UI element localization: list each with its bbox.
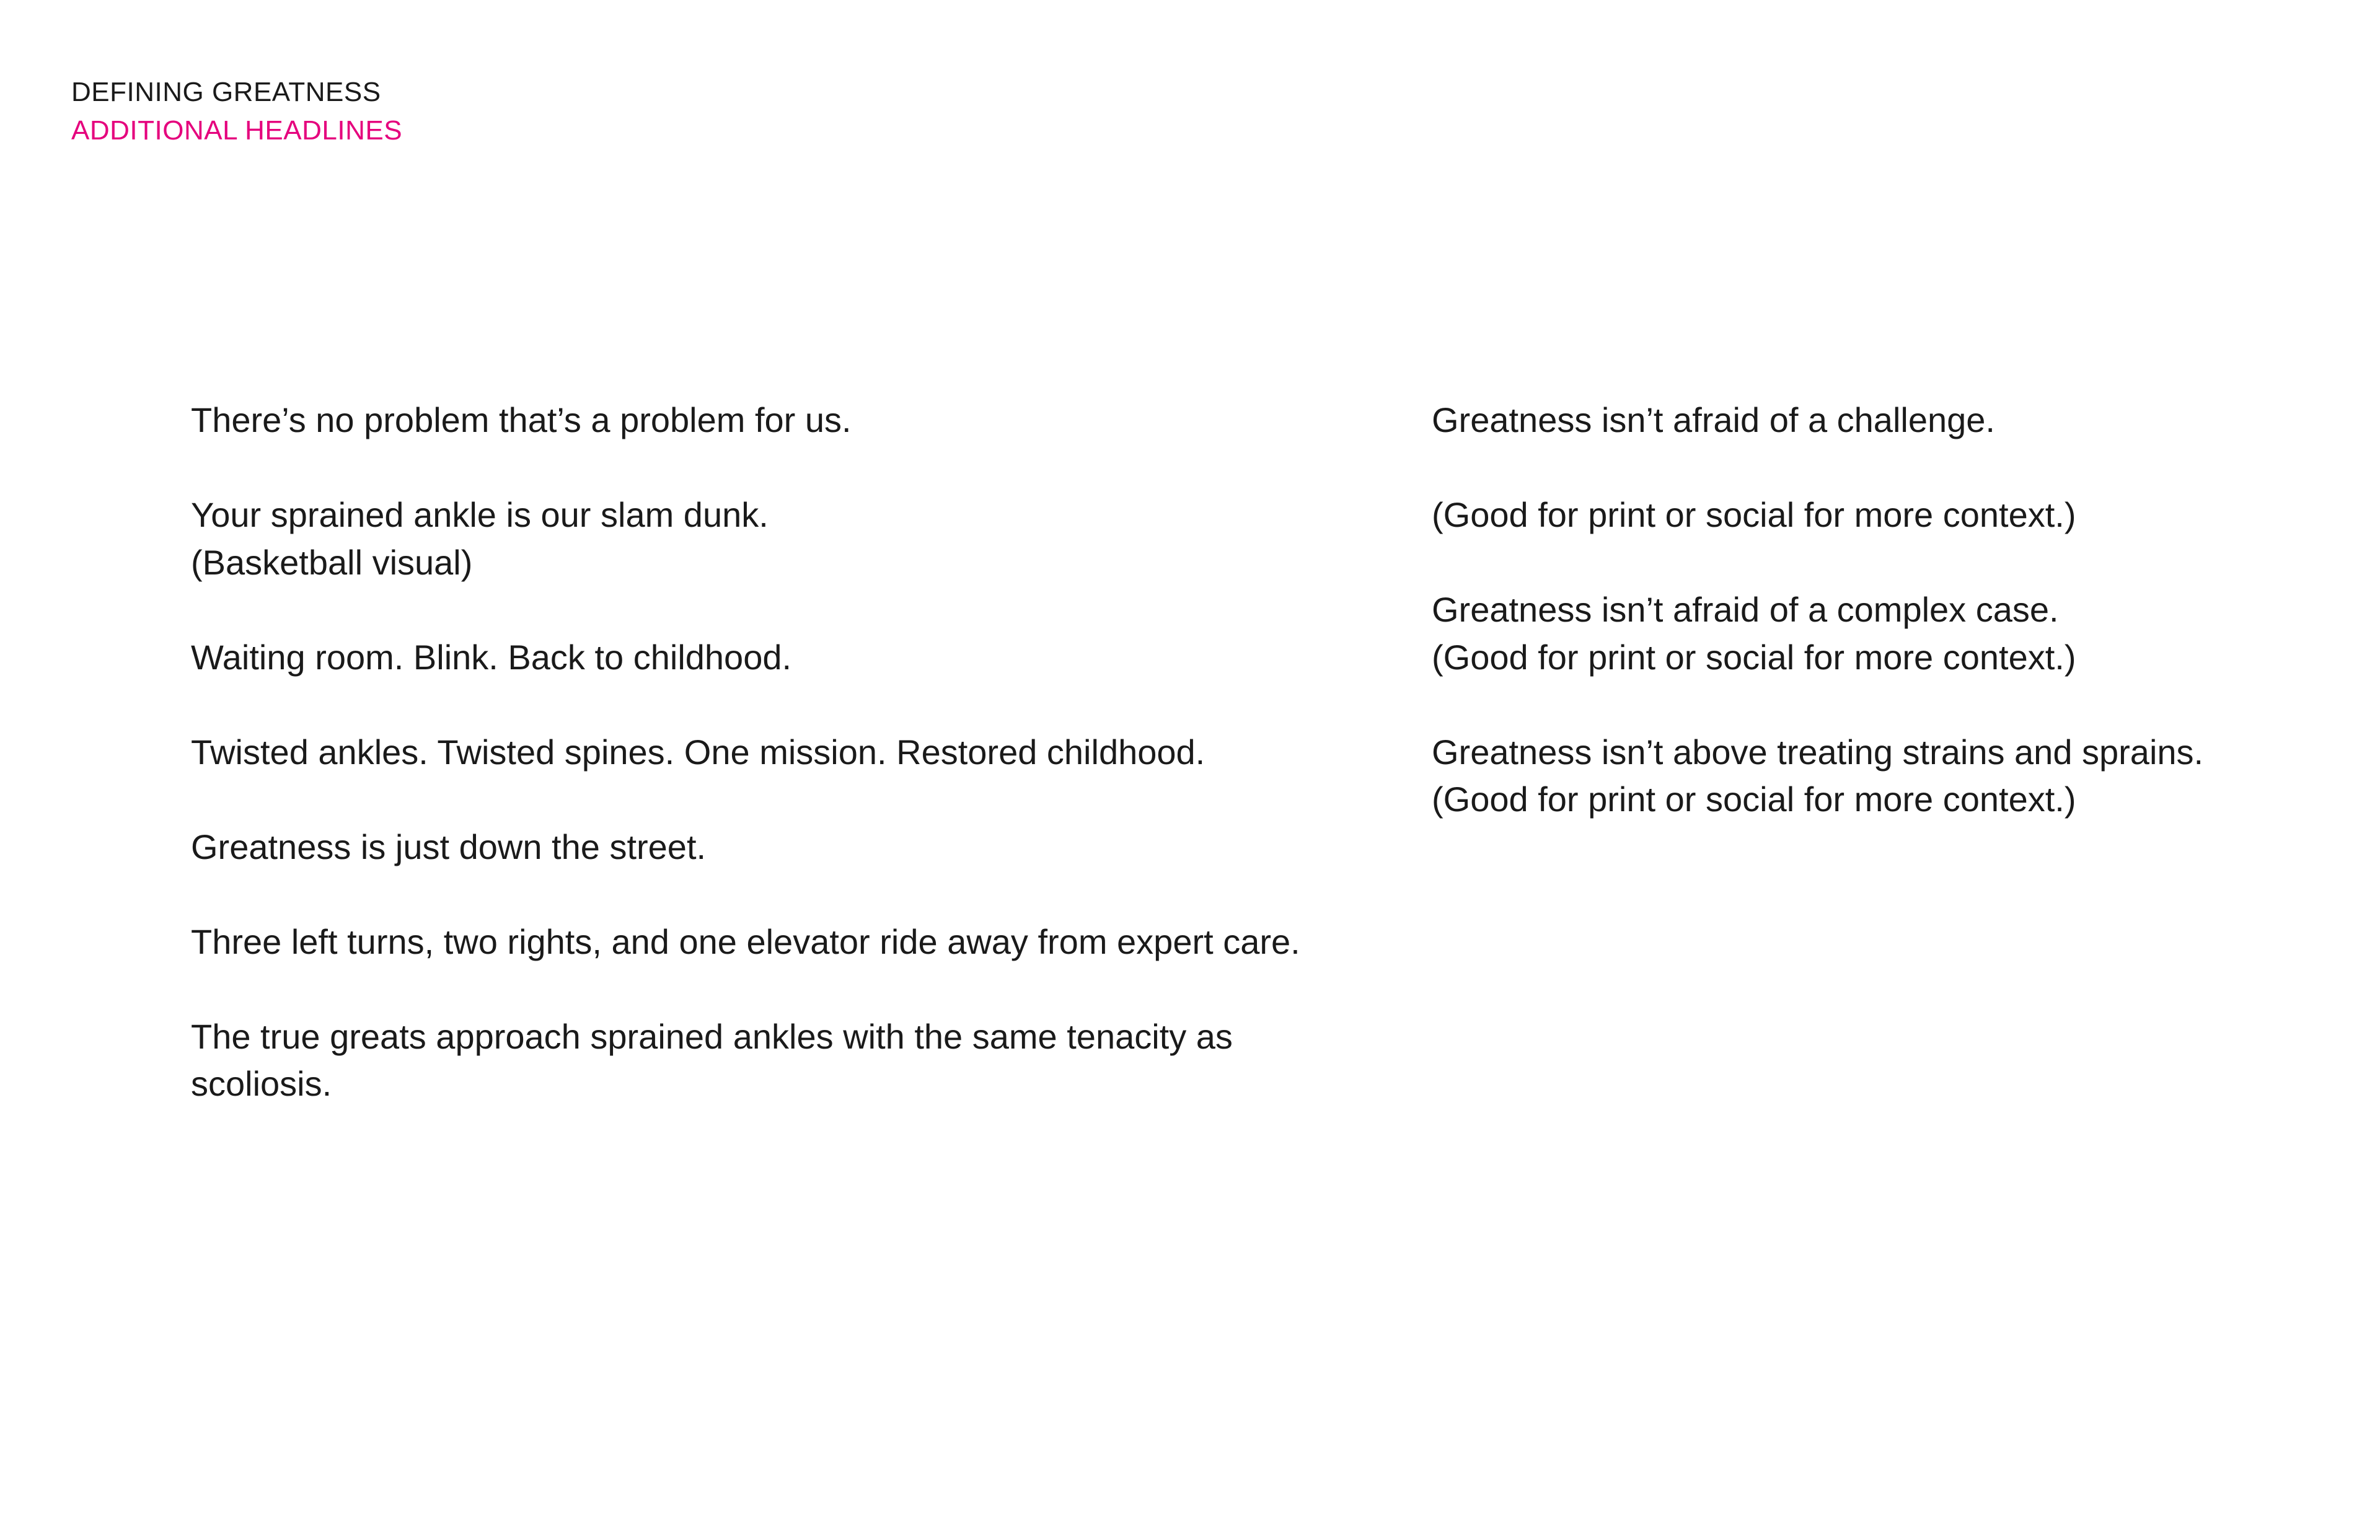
headline-note: (Good for print or social for more context.) xyxy=(1432,495,2076,534)
headline-line: Waiting room. Blink. Back to childhood. xyxy=(191,637,792,677)
spacer xyxy=(191,871,1257,918)
spacer xyxy=(1432,539,2330,587)
headline-line: Greatness isn’t afraid of a complex case. xyxy=(1432,590,2059,629)
headline-note: (Good for print or social for more context.) xyxy=(1432,780,2076,819)
spacer xyxy=(1432,681,2330,729)
section-subtitle: ADDITIONAL HEADLINES xyxy=(71,115,403,146)
headline-line: Twisted ankles. Twisted spines. One mission. Restored childhood. xyxy=(191,732,1205,772)
headline-line: The true greats approach sprained ankles with the same tenacity as xyxy=(191,1016,1233,1056)
spacer xyxy=(1432,444,2330,492)
headline-note: (Good for print or social for more context.) xyxy=(1432,637,2076,677)
spacer xyxy=(191,586,1257,634)
spacer xyxy=(191,776,1257,824)
spacer xyxy=(191,444,1257,492)
headlines-right-column xyxy=(1432,397,2330,824)
headline-line: Greatness isn’t above treating strains and sprains. xyxy=(1432,732,2204,772)
headline-line-continued: scoliosis. xyxy=(191,1064,332,1103)
headlines-left-column xyxy=(191,397,1300,1108)
headline-line: Three left turns, two rights, and one elevator ride away from expert care. xyxy=(191,922,1300,961)
spacer xyxy=(191,966,1257,1013)
headline-line: Your sprained ankle is our slam dunk. xyxy=(191,495,769,534)
headline-line: There’s no problem that’s a problem for us. xyxy=(191,400,852,439)
headline-note: (Basketball visual) xyxy=(191,542,473,582)
spacer xyxy=(191,681,1257,729)
headline-line: Greatness is just down the street. xyxy=(191,827,707,866)
section-title: DEFINING GREATNESS xyxy=(71,77,381,107)
page-header xyxy=(71,73,402,150)
headline-line: Greatness isn’t afraid of a challenge. xyxy=(1432,400,1995,439)
